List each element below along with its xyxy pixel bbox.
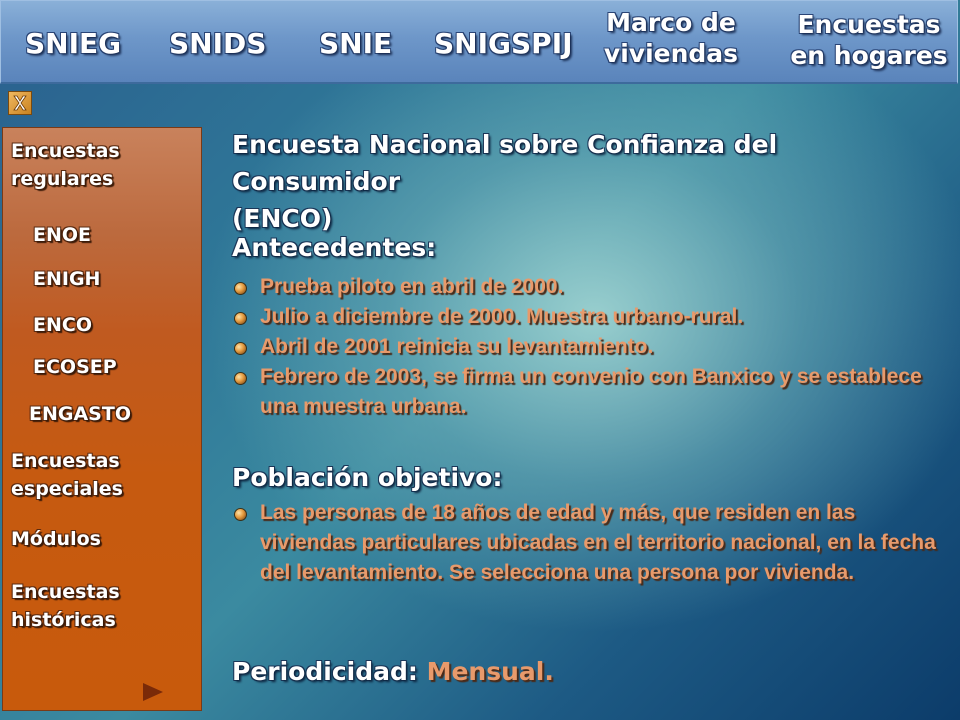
bullet-icon <box>234 282 247 295</box>
bullet-icon <box>234 508 247 521</box>
sidebar-item-ecosep[interactable]: ECOSEP <box>33 356 117 378</box>
bullet-text: Julio a diciembre de 2000. Muestra urbano-rural. <box>260 305 744 328</box>
nav-encuestas-line2: en hogares <box>790 41 948 71</box>
top-nav-bar <box>0 0 958 84</box>
periodicidad-row <box>232 656 554 688</box>
list-item <box>232 332 947 362</box>
bullet-text: Prueba piloto en abril de 2000. <box>260 275 564 298</box>
nav-snie[interactable]: SNIE <box>319 27 393 60</box>
sidebar-item-enco[interactable]: ENCO <box>33 314 92 336</box>
sidebar-regulares-line1: Encuestas <box>11 140 120 162</box>
nav-encuestas-line1: Encuestas <box>797 10 941 39</box>
sidebar-item-engasto[interactable]: ENGASTO <box>29 403 131 425</box>
poblacion-list <box>232 498 947 588</box>
nav-snids[interactable]: SNIDS <box>169 27 267 60</box>
nav-marco-line1: Marco de <box>606 8 736 37</box>
sidebar-encuestas-especiales[interactable] <box>11 448 191 503</box>
sidebar-modulos[interactable]: Módulos <box>11 528 101 550</box>
sidebar-regulares-line2: regulares <box>11 167 114 190</box>
list-item <box>232 362 947 422</box>
periodicidad-label: Periodicidad: <box>232 657 418 686</box>
close-icon <box>11 94 29 112</box>
sidebar-especiales-line2: especiales <box>11 477 123 500</box>
bullet-icon <box>234 312 247 325</box>
nav-snigspij[interactable]: SNIGSPIJ <box>434 27 573 60</box>
sidebar-historicas-line2: históricas <box>11 608 116 631</box>
bullet-text: Abril de 2001 reinicia su levantamiento. <box>260 335 654 358</box>
list-item <box>232 498 947 588</box>
sidebar-encuestas-historicas[interactable] <box>11 579 191 634</box>
bullet-icon <box>234 372 247 385</box>
bullet-text: Febrero de 2003, se firma un convenio con Banxico y se establece una muestra urbana. <box>260 365 922 418</box>
sidebar-item-enigh[interactable]: ENIGH <box>33 268 101 290</box>
list-item <box>232 302 947 332</box>
antecedentes-heading: Antecedentes: <box>232 233 437 262</box>
bullet-text: Las personas de 18 años de edad y más, que residen en las viviendas particulares ubicadas en el territorio nacional, en la fecha del levantamiento. Se selecciona una persona por vivienda. <box>260 501 936 584</box>
antecedentes-list <box>232 272 947 422</box>
page-title-line2: (ENCO) <box>232 204 333 233</box>
poblacion-heading: Población objetivo: <box>232 463 503 492</box>
sidebar <box>2 127 202 711</box>
periodicidad-value: Mensual. <box>426 657 554 686</box>
sidebar-especiales-line1: Encuestas <box>11 450 120 472</box>
sidebar-item-enoe[interactable]: ENOE <box>33 224 92 246</box>
next-arrow-icon[interactable] <box>143 683 163 701</box>
nav-marco-line2: viviendas <box>603 39 739 69</box>
page-title-line1: Encuesta Nacional sobre Confianza del Consumidor <box>232 130 778 196</box>
page-title <box>232 126 947 237</box>
sidebar-encuestas-regulares[interactable] <box>11 138 191 193</box>
close-button[interactable] <box>8 91 32 115</box>
nav-marco-viviendas[interactable] <box>591 7 751 70</box>
list-item <box>232 272 947 302</box>
bullet-icon <box>234 342 247 355</box>
sidebar-historicas-line1: Encuestas <box>11 581 120 603</box>
nav-snieg[interactable]: SNIEG <box>25 27 122 60</box>
nav-encuestas-hogares[interactable] <box>779 9 959 72</box>
